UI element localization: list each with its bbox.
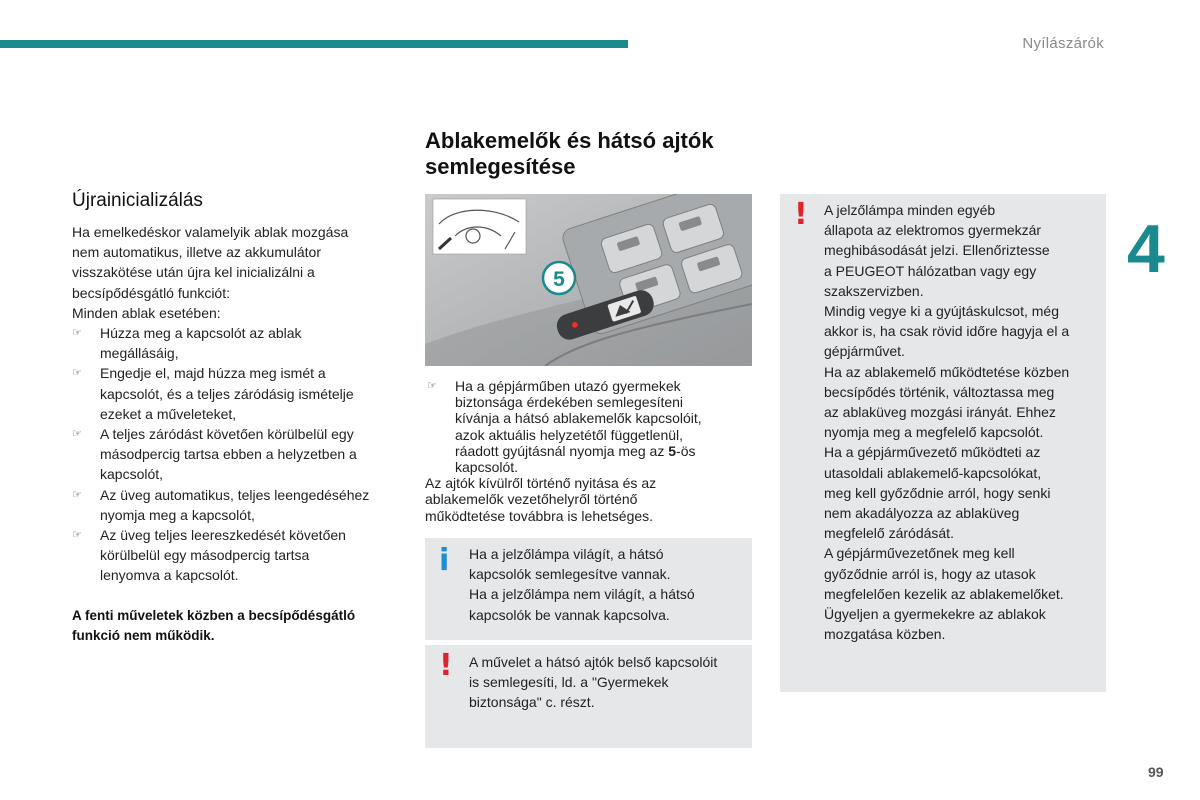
step-line: lenyomva a kapcsolót.	[100, 567, 239, 584]
header-accent-bar	[0, 40, 628, 48]
intro-line: nem automatikus, illetve az akkumulátor	[72, 244, 321, 261]
callout-number: 5	[553, 268, 565, 291]
warning-line: megfelelően kezelik az ablakemelőket.	[824, 585, 1064, 602]
instruction-line: Ha a gépjárműben utazó gyermekek	[455, 378, 681, 394]
right-warning-box	[780, 194, 1106, 692]
intro-line: becsípődésgátló funkciót:	[72, 284, 230, 301]
step-line: ezeket a műveleteket,	[100, 405, 237, 422]
instruction-line: kívánja a hátsó ablakemelők kapcsolóit,	[455, 410, 702, 427]
step-line: nyomja meg a kapcsolót,	[100, 506, 255, 523]
step-line: Az üveg automatikus, teljes leengedéséhez	[100, 486, 370, 503]
intro-line: Ha emelkedéskor valamelyik ablak mozgása	[72, 224, 349, 240]
step-line: kapcsolót,	[100, 466, 164, 483]
intro-line: visszakötése után újra kel inicializálni a	[72, 264, 315, 281]
door-switch-illustration	[425, 194, 752, 366]
hand-pointer-icon: ☞	[72, 367, 82, 380]
info-icon: i	[439, 543, 450, 578]
step-line: A teljes záródást követően körülbelül egy	[100, 426, 354, 443]
section-title: Nyílászárók	[1022, 35, 1104, 52]
bold-note	[72, 606, 402, 646]
step-line: másodpercig tartsa ebben a helyzetben a	[100, 446, 357, 463]
warning-line: Ha az ablakemelő működtetése közben	[824, 363, 1070, 380]
warning-line: szakszervizben.	[824, 282, 924, 299]
instruction-line: azok aktuális helyzetétől függetlenül,	[455, 426, 684, 443]
info-text	[469, 544, 695, 625]
step-item	[72, 363, 402, 424]
warning-line: nem akadályozza az ablaküveg	[824, 505, 1020, 522]
warning-line: A gépjárművezetőnek meg kell	[824, 545, 1015, 562]
info-line: Ha a jelzőlámpa nem világít, a hátsó	[469, 586, 695, 603]
info-box	[425, 538, 752, 640]
bold-note-line: A fenti műveletek közben a becsípődésgátló	[72, 607, 356, 623]
warning-text	[469, 652, 717, 713]
instruction-line-with-ref	[455, 443, 752, 459]
warning-line: Ha a gépjárművezető működteti az	[824, 444, 1041, 461]
hand-pointer-icon: ☞	[72, 488, 82, 501]
heading-line: Ablakemelők és hátsó ajtók	[425, 128, 714, 153]
hand-pointer-icon: ☞	[72, 327, 82, 340]
warning-line: győződnie arról is, hogy az utasok	[824, 565, 1036, 582]
reinit-steps	[72, 323, 402, 586]
step-line: kapcsolót, és a teljes záródásig ismételje	[100, 385, 354, 402]
section-heading	[425, 128, 765, 180]
neutralize-instructions	[425, 378, 752, 524]
warning-line: a PEUGEOT hálózatban vagy egy	[824, 262, 1037, 279]
instruction-line: kapcsolót.	[455, 459, 519, 476]
intro-line: Minden ablak esetében:	[72, 304, 221, 321]
warning-line: becsípődés történik, változtassa meg	[824, 383, 1055, 400]
instruction-line: biztonsága érdekében semlegesíteni	[455, 394, 684, 411]
warning-line: nyomja meg a megfelelő kapcsolót.	[824, 424, 1044, 441]
step-line: körülbelül egy másodpercig tartsa	[100, 547, 310, 564]
switch-ref: 5	[668, 442, 677, 459]
heading-line: semlegesítése	[425, 154, 576, 179]
step-line: Az üveg teljes leereszkedését követően	[100, 527, 346, 544]
hand-pointer-icon: ☞	[72, 529, 82, 542]
warning-icon: !	[439, 648, 453, 683]
step-line: megállásáig,	[100, 345, 179, 362]
warning-icon: !	[794, 197, 808, 232]
step-item	[72, 424, 402, 485]
warning-line: akkor is, ha csak rövid időre hagyja el a	[824, 323, 1070, 340]
page-number: 99	[1148, 764, 1164, 780]
right-warning-text	[824, 200, 1069, 644]
after-line: ablakemelők vezetőhelyről történő	[425, 491, 638, 508]
info-line: kapcsolók semlegesítve vannak.	[469, 566, 671, 583]
step-item	[72, 485, 402, 525]
warning-line: Mindig vegye ki a gyújtáskulcsot, még	[824, 303, 1059, 320]
instruction-suffix: -ös	[676, 442, 696, 459]
reinit-intro	[72, 222, 402, 323]
warning-line: biztonsága" c. részt.	[469, 694, 595, 711]
after-line: Az ajtók kívülről történő nyitása és az	[425, 475, 657, 492]
warning-line: mozgatása közben.	[824, 626, 946, 643]
hand-pointer-icon: ☞	[427, 380, 437, 392]
instruction-text: ráadott gyújtásnál nyomja meg az	[455, 442, 669, 459]
warning-line: A művelet a hátsó ajtók belső kapcsolóit	[469, 654, 718, 670]
reinit-heading: Újrainicializálás	[72, 190, 203, 211]
warning-line: állapota az elektromos gyermekzár	[824, 222, 1042, 239]
warning-line: is semlegesíti, ld. a "Gyermekek	[469, 674, 669, 691]
step-line: Engedje el, majd húzza meg ismét a	[100, 365, 326, 382]
warning-box	[425, 645, 752, 748]
hand-pointer-icon: ☞	[72, 428, 82, 441]
warning-line: Ügyeljen a gyermekekre az ablakok	[824, 606, 1046, 623]
door-switch-photo	[425, 194, 752, 366]
warning-line: A jelzőlámpa minden egyéb	[824, 202, 996, 218]
warning-line: megfelelő záródását.	[824, 525, 954, 542]
after-line: működtetése továbbra is lehetséges.	[425, 507, 654, 524]
step-item	[72, 323, 402, 363]
warning-line: utasoldali ablakemelő-kapcsolókat,	[824, 464, 1042, 481]
bold-note-line: funkció nem működik.	[72, 627, 215, 643]
warning-line: meg kell győződnie arról, hogy senki	[824, 484, 1051, 501]
warning-line: meghibásodását jelzi. Ellenőriztesse	[824, 242, 1050, 259]
warning-line: az ablaküveg mozgási irányát. Ehhez	[824, 404, 1056, 421]
instruction-bullet	[425, 378, 752, 475]
chapter-number: 4	[1127, 211, 1165, 287]
reinit-section	[72, 190, 402, 646]
info-line: kapcsolók be vannak kapcsolva.	[469, 606, 670, 623]
step-item	[72, 525, 402, 586]
step-line: Húzza meg a kapcsolót az ablak	[100, 325, 302, 342]
warning-line: gépjárművet.	[824, 343, 905, 360]
info-line: Ha a jelzőlámpa világít, a hátsó	[469, 546, 664, 562]
